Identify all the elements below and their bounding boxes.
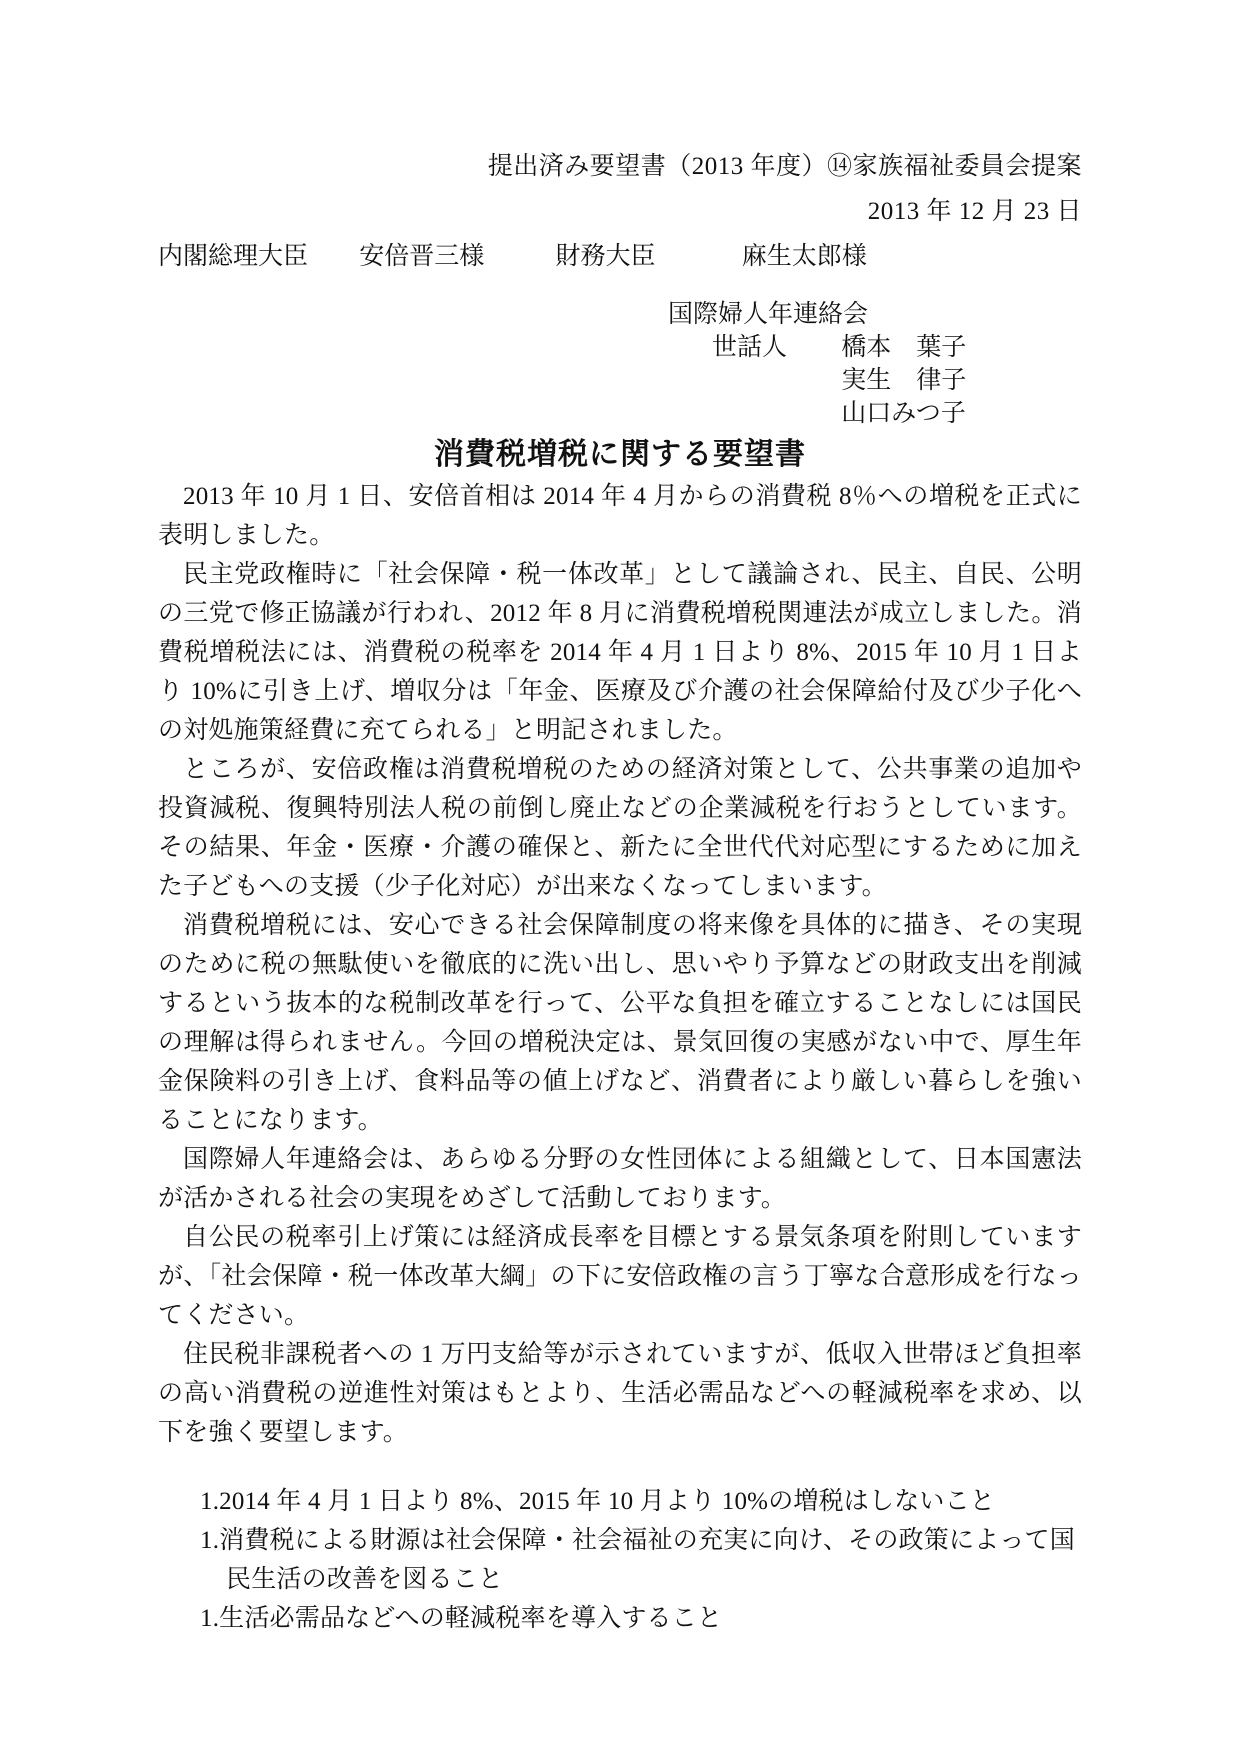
addressee-name-finance-minister: 麻生太郎様 (741, 243, 867, 270)
sender-row (712, 397, 1082, 430)
addressee-title-finance-minister: 財務大臣 (555, 243, 656, 270)
paragraph-regressivity-demand: 住民税非課税者への 1 万円支給等が示されていますが、低収入世帯ほど負担率の高い消費税の逆進性対策はもとより、生活必需品などへの軽減税率を求め、以下を強く要望します。 (158, 1341, 1082, 1446)
request-item-no-increase: 1.2014 年 4 月 1 日より 8%、2015 年 10 月より 10%の増税はしないこと (200, 1488, 996, 1515)
paragraph-law-background: 民主党政権時に「社会保障・税一体改革」として議論され、民主、自民、公明の三党で修正協議が行われ、2012 年 8 月に消費税増税関連法が成立しました。消費税増税法には、消費税の税率を 2014 年 4 月 1 日より 8%、2015 年 10 月 1 日より 10%に引き上げ、増収分は「年金、医療及び介護の社会保障給付及び少子化への対処施策経費に充てられる」と明記されました。 (158, 561, 1082, 744)
paragraph-consensus-request: 自公民の税率引上げ策には経済成長率を目標とする景気条項を附則していますが、「社会保障・税一体改革大綱」の下に安倍政権の言う丁寧な合意形成を行なってください。 (158, 1224, 1082, 1329)
sender-row (712, 364, 1082, 397)
sender-block (158, 298, 1082, 430)
paragraph-organization-mission: 国際婦人年連絡会は、あらゆる分野の女性団体による組織として、日本国憲法が活かされる社会の実現をめざして活動しております。 (158, 1146, 1082, 1212)
sender-name-1: 橋本 葉子 (841, 334, 967, 361)
request-list (158, 1482, 1082, 1638)
document-title: 消費税増税に関する要望書 (434, 438, 806, 471)
request-item-welfare-funding: 1.消費税による財源は社会保障・社会福祉の充実に向け、その政策によって国民生活の改善を図ること (200, 1527, 1075, 1593)
request-item-reduced-rate: 1.生活必需品などへの軽減税率を導入すること (200, 1605, 723, 1632)
paragraph-tax-reform-argument: 消費税増税には、安心できる社会保障制度の将来像を具体的に描き、その実現のために税の無駄使いを徹底的に洗い出し、思いやり予算などの財政支出を削減するという抜本的な税制改革を行って、公平な負担を確立することなしには国民の理解は得られません。今回の増税決定は、景気回復の実感がない中で、厚生年金保険料の引き上げ、食料品等の値上げなど、消費者により厳しい暮らしを強いることになります。 (158, 912, 1083, 1134)
addressee-title-prime-minister: 内閣総理大臣 (158, 243, 309, 270)
sender-organization: 国際婦人年連絡会 (668, 301, 869, 328)
document-date: 2013 年 12 月 23 日 (867, 198, 1082, 225)
sender-row (712, 331, 1082, 364)
paragraph-announcement: 2013 年 10 月 1 日、安倍首相は 2014 年 4 月からの消費税 8％への増税を正式に表明しました。 (158, 483, 1082, 549)
sender-name-2: 実生 律子 (841, 367, 967, 394)
document-body (158, 477, 1082, 1452)
header-note: 提出済み要望書（2013 年度）⑭家族福祉委員会提案 (487, 153, 1082, 180)
addressee-line (158, 240, 1082, 273)
paragraph-abe-policy-criticism: ところが、安倍政権は消費税増税のための経済対策として、公共事業の追加や投資減税、復興特別法人税の前倒し廃止などの企業減税を行おうとしています。その結果、年金・医療・介護の確保と、新たに全世代代対応型にするために加えた子どもへの支援（少子化対応）が出来なくなってしまいます。 (158, 756, 1082, 900)
addressee-name-prime-minister: 安倍晋三様 (359, 243, 485, 270)
sender-name-3: 山口みつ子 (841, 400, 966, 427)
sender-role: 世話人 (712, 334, 788, 361)
